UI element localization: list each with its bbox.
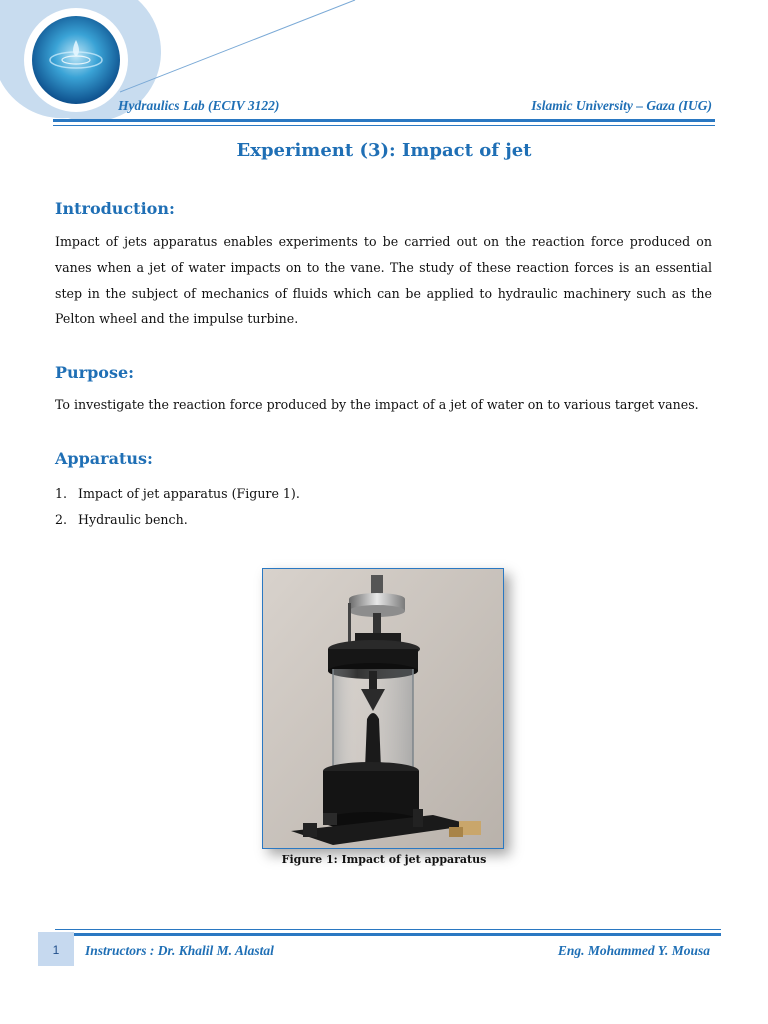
figure-caption: Figure 1: Impact of jet apparatus (281, 853, 487, 866)
apparatus-figure (262, 568, 504, 849)
list-item-text: Hydraulic bench. (78, 511, 188, 527)
footer-instructors: Instructors : Dr. Khalil M. Alastal (85, 943, 274, 958)
page-number: 1 (38, 932, 74, 966)
list-item (55, 481, 300, 507)
header-university: Islamic University – Gaza (IUG) (531, 98, 712, 113)
header-course: Hydraulics Lab (ECIV 3122) (118, 98, 280, 113)
footer-rule-thin (55, 929, 721, 930)
purpose-text: To investigate the reaction force produced by the impact of a jet of water on to various target vanes. (55, 397, 699, 412)
header-rule (53, 119, 715, 122)
list-item-text: Impact of jet apparatus (Figure 1). (78, 486, 300, 501)
purpose-heading: Purpose: (55, 363, 135, 382)
list-item (55, 507, 300, 533)
apparatus-heading: Apparatus: (55, 449, 153, 468)
apparatus-list (55, 481, 300, 532)
header-rule-thin (53, 125, 715, 126)
list-item-number: 1. (55, 486, 68, 501)
introduction-heading: Introduction: (55, 199, 175, 218)
list-item-number: 2. (55, 511, 68, 527)
introduction-text: Impact of jets apparatus enables experiments to be carried out on the reaction force produced on vanes when a jet of water impacts on to the vane. The study of these reaction forces is an essential step in the subject of mechanics of fluids which can be applied to hydraulic machinery such as the Pelton wheel and the impulse turbine. (55, 234, 712, 327)
footer-engineer: Eng. Mohammed Y. Mousa (557, 943, 710, 958)
page-title: Experiment (3): Impact of jet (236, 140, 532, 161)
footer-rule (55, 933, 721, 936)
